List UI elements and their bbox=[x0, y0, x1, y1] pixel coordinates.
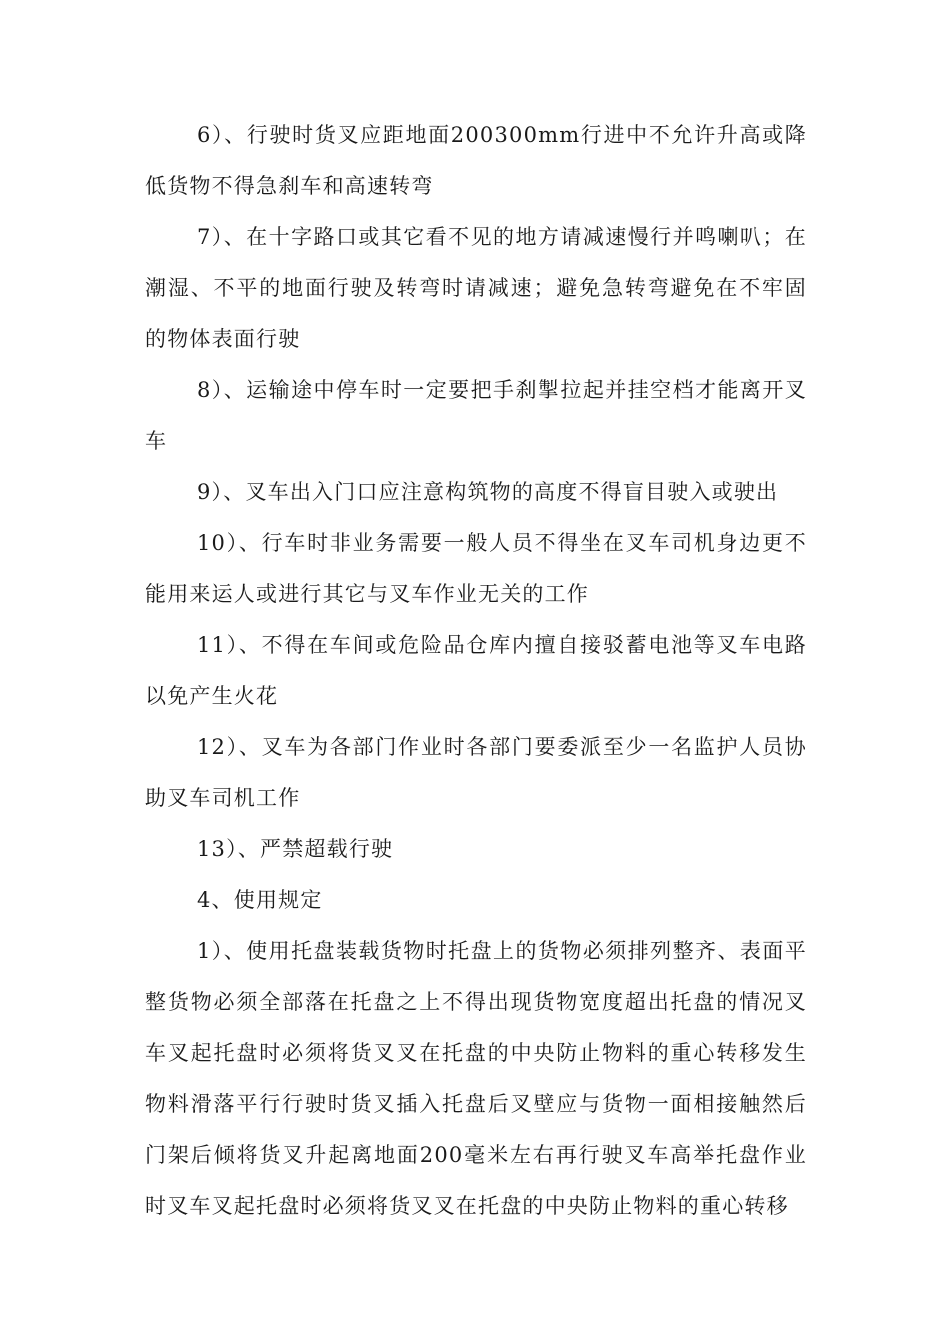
paragraph-rule-10: 10）、行车时非业务需要一般人员不得坐在叉车司机身边更不能用来运人或进行其它与叉车作业无关的工作 bbox=[145, 531, 807, 606]
paragraph-rule-7: 7）、在十字路口或其它看不见的地方请减速慢行并鸣喇叭；在潮湿、不平的地面行驶及转弯时请减速；避免急转弯避免在不牢固的物体表面行驶 bbox=[145, 225, 807, 351]
paragraph-rule-6: 6）、行驶时货叉应距地面200300mm行进中不允许升高或降低货物不得急刹车和高速转弯 bbox=[145, 123, 807, 198]
paragraph-usage-rule-1: 1）、使用托盘装载货物时托盘上的货物必须排列整齐、表面平整货物必须全部落在托盘之上不得出现货物宽度超出托盘的情况叉车叉起托盘时必须将货叉叉在托盘的中央防止物料的重心转移发生物料滑落平行行驶时货叉插入托盘后叉壁应与货物一面相接触然后门架后倾将货叉升起离地面200毫米左右再行驶叉车高举托盘作业时叉车叉起托盘时必须将货叉叉在托盘的中央防止物料的重心转移 bbox=[145, 939, 807, 1218]
paragraph-rule-12: 12）、叉车为各部门作业时各部门要委派至少一名监护人员协助叉车司机工作 bbox=[145, 735, 807, 810]
paragraph-rule-8: 8）、运输途中停车时一定要把手刹掣拉起并挂空档才能离开叉车 bbox=[145, 378, 807, 453]
paragraph-rule-9: 9）、叉车出入门口应注意构筑物的高度不得盲目驶入或驶出 bbox=[197, 480, 779, 504]
paragraph-rule-13: 13）、严禁超载行驶 bbox=[197, 837, 394, 861]
section-heading-usage-rules: 4、使用规定 bbox=[197, 888, 323, 912]
document-body bbox=[145, 110, 807, 1232]
paragraph-rule-11: 11）、不得在车间或危险品仓库内擅自接驳蓄电池等叉车电路以免产生火花 bbox=[145, 633, 807, 708]
